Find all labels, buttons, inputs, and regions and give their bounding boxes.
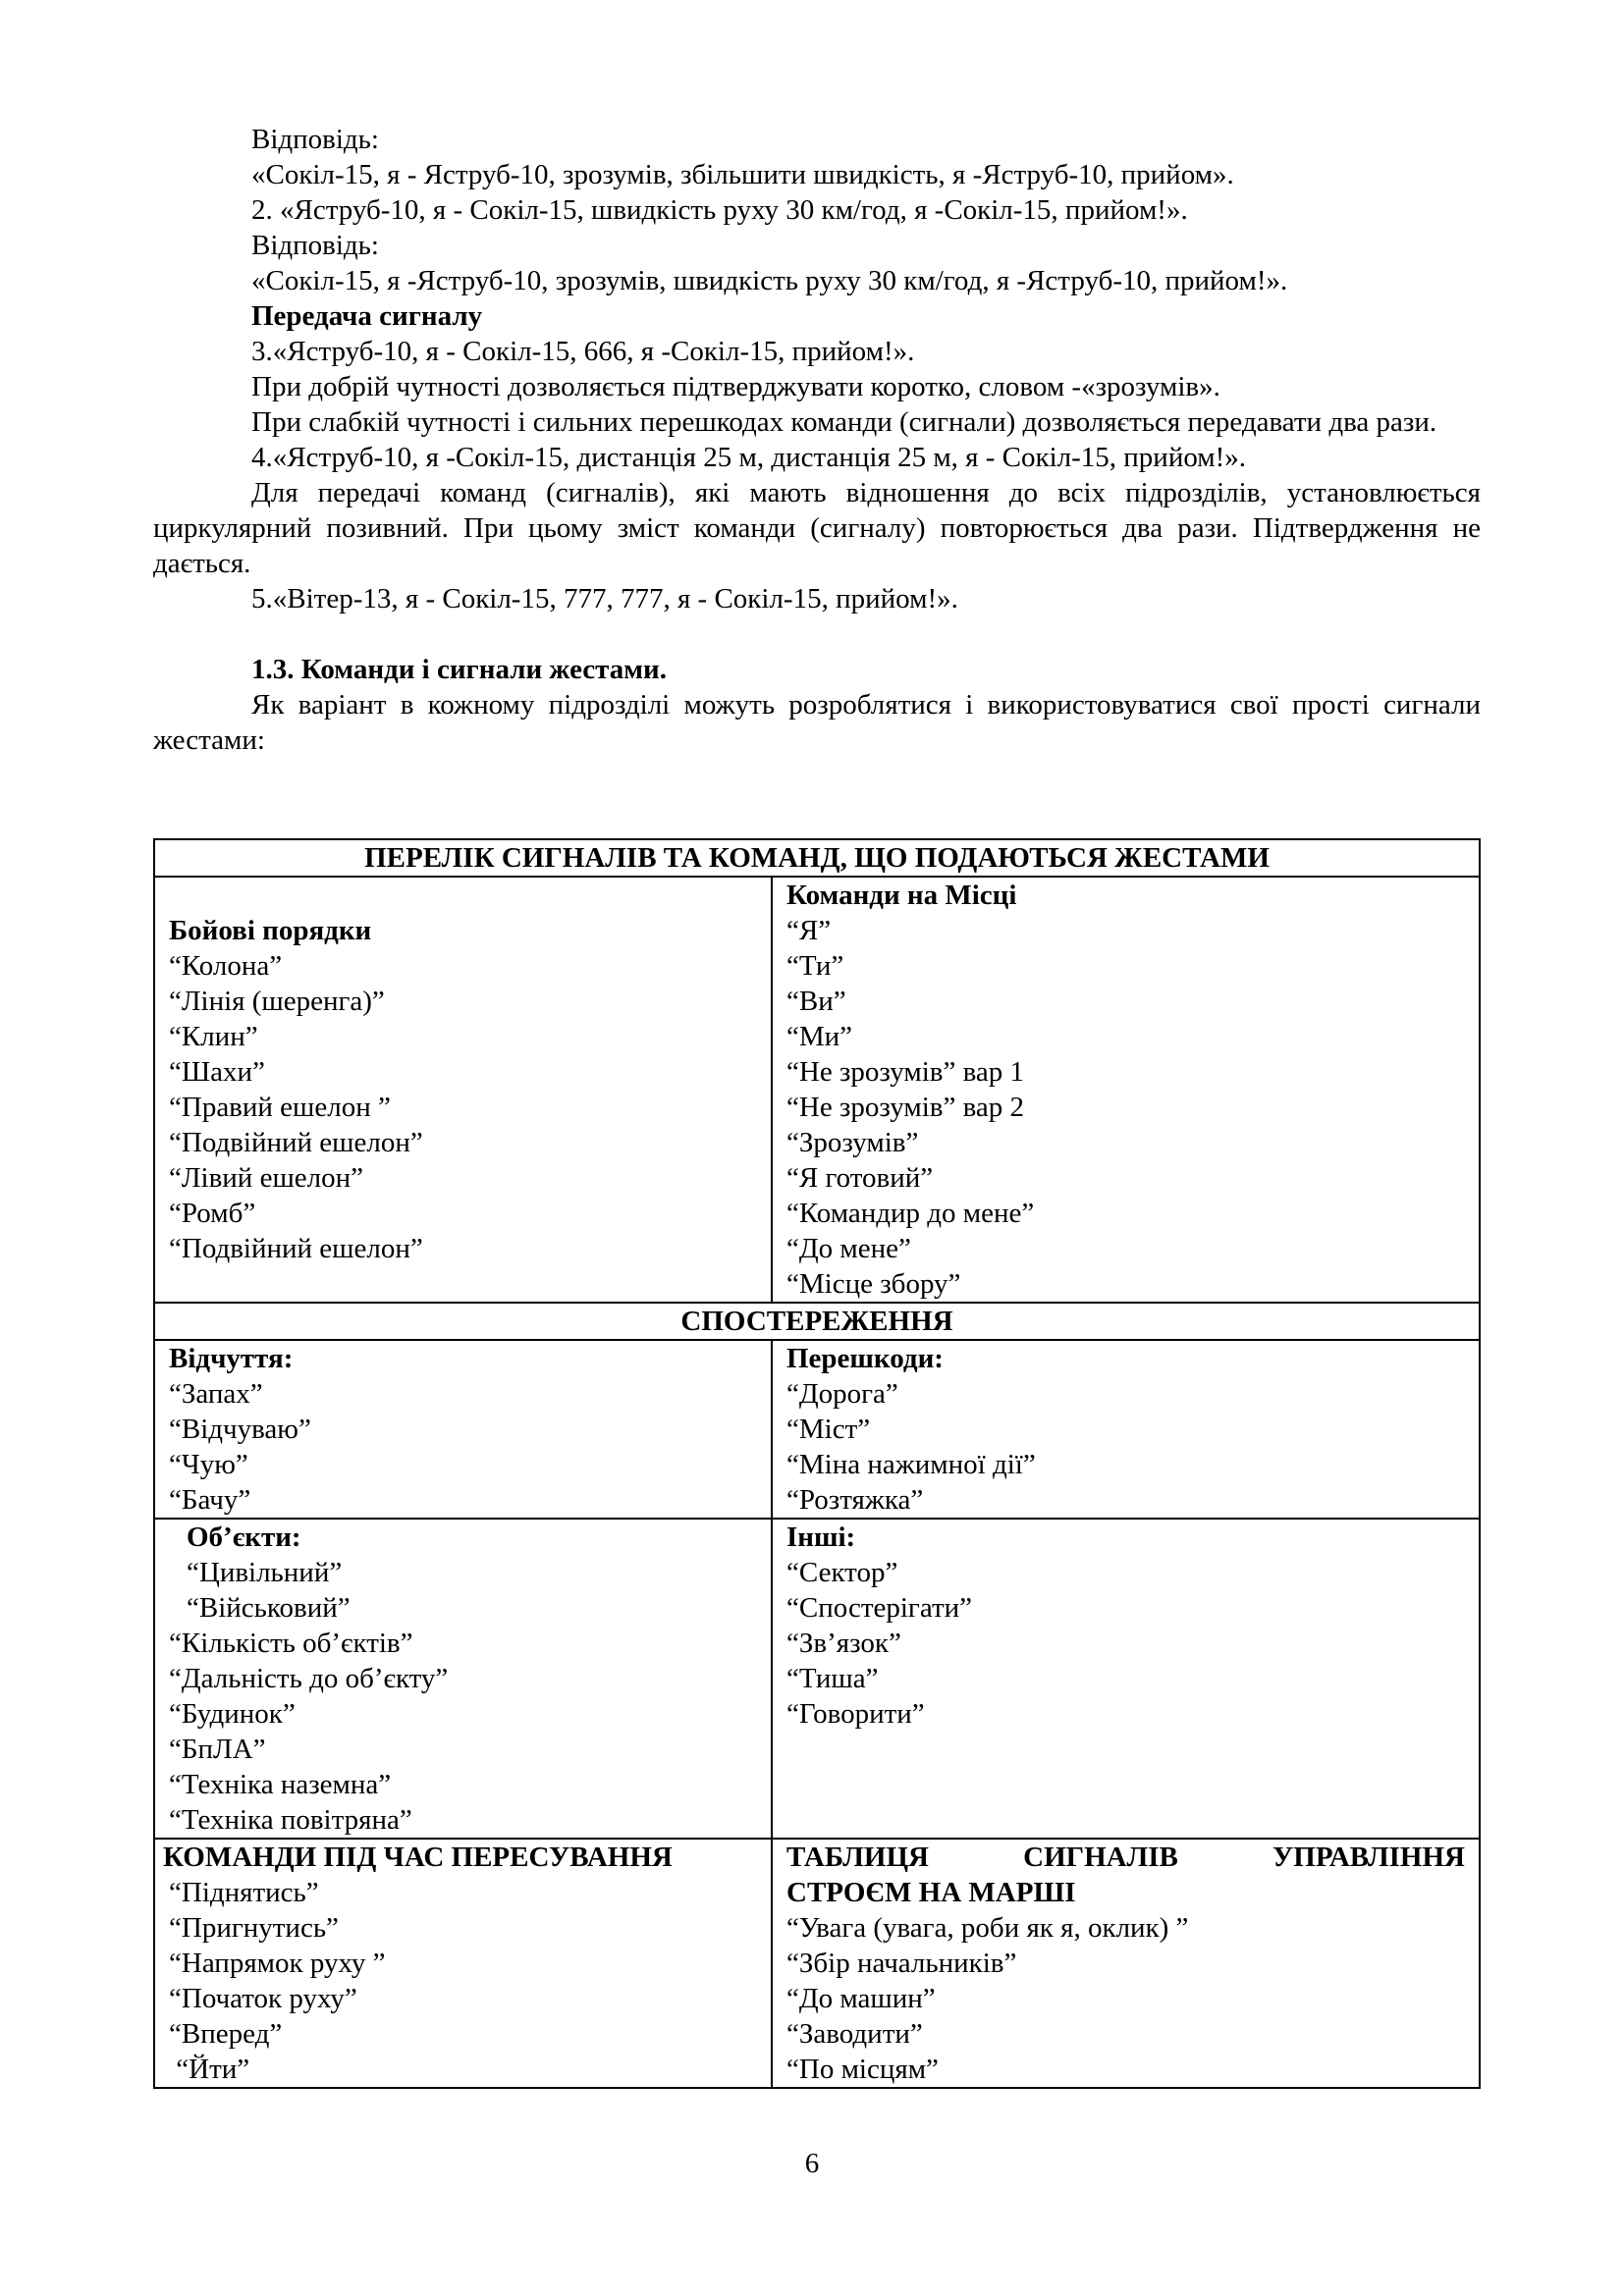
list-item: “Розтяжка” [786,1484,924,1516]
march-heading-word: СИГНАЛІВ [1023,1842,1178,1873]
place-heading: Команди на Місці [786,880,1017,911]
list-item: “Бачу” [169,1484,251,1516]
list-item: “Увага (увага, роби як я, оклик) ” [786,1912,1189,1944]
paragraph: При слабкій чутності і сильних перешкодах команди (сигнали) дозволяється передавати два рази. [251,406,1437,438]
list-item: “Міна нажимної дії” [786,1449,1036,1480]
senses-heading: Відчуття: [169,1343,294,1374]
list-item: “Клин” [169,1021,258,1052]
list-item: “Зв’язок” [786,1628,901,1659]
march-heading [786,1840,1465,1875]
list-item: “Техніка наземна” [169,1769,392,1800]
list-item: “Сектор” [786,1557,898,1588]
list-item: “Запах” [169,1378,263,1410]
list-item: “Початок руху” [169,1983,357,2014]
list-item: “Відчуваю” [169,1414,311,1445]
paragraph: Як варіант в кожному підрозділі можуть розроблятися і використовуватися свої прості сигнали жестами: [153,689,1481,756]
paragraph: Відповідь: [251,124,379,155]
list-item: “Заводити” [786,2018,923,2050]
list-item: “До машин” [786,1983,936,2014]
list-item: “Говорити” [786,1698,925,1730]
list-item: “Командир до мене” [786,1198,1035,1229]
list-item: “Техніка повітряна” [169,1804,412,1836]
list-item: “Піднятись” [169,1877,319,1908]
march-heading-line2: СТРОЄМ НА МАРШІ [786,1877,1076,1908]
movement-heading: КОМАНДИ ПІД ЧАС ПЕРЕСУВАННЯ [163,1842,673,1873]
subheading: Передача сигналу [251,300,483,332]
list-item: “Цивільний” [187,1557,343,1588]
list-item: “Дорога” [786,1378,898,1410]
list-item: “Напрямок руху ” [169,1948,386,1979]
list-item: “До мене” [786,1233,911,1264]
observation-title: СПОСТЕРЕЖЕННЯ [154,1303,1480,1340]
paragraph: 4.«Яструб-10, я -Сокіл-15, дистанція 25 м, дистанція 25 м, я - Сокіл-15, прийом!». [251,442,1247,473]
list-item: “Спостерігати” [786,1592,973,1624]
list-item: “БпЛА” [169,1734,266,1765]
list-item: “Збір начальників” [786,1948,1017,1979]
list-item: “По місцям” [786,2054,939,2085]
list-item: “Шахи” [169,1056,265,1088]
list-item: “Кількість об’єктів” [169,1628,413,1659]
list-item: “Місце збору” [786,1268,961,1300]
list-item: “Міст” [786,1414,871,1445]
paragraph: При добрій чутності дозволяється підтверджувати коротко, словом -«зрозумів». [251,371,1220,402]
list-item: “Подвійний ешелон” [169,1127,423,1158]
paragraph: «Сокіл-15, я -Яструб-10, зрозумів, швидкість руху 30 км/год, я -Яструб-10, прийом!». [251,265,1288,296]
list-item: “Ромб” [169,1198,256,1229]
document-body [153,122,1481,758]
list-item: “Лінія (шеренга)” [169,986,385,1017]
list-item: “Подвійний ешелон” [169,1233,423,1264]
other-heading: Інші: [786,1522,856,1553]
list-item: “Ви” [786,986,846,1017]
paragraph: 3.«Яструб-10, я - Сокіл-15, 666, я -Сокіл-15, прийом!». [251,336,915,367]
paragraph: 2. «Яструб-10, я - Сокіл-15, швидкість руху 30 км/год, я -Сокіл-15, прийом!». [251,194,1188,226]
list-item: “Зрозумів” [786,1127,919,1158]
march-heading-word: ТАБЛИЦЯ [786,1842,929,1873]
paragraph: «Сокіл-15, я - Яструб-10, зрозумів, збільшити швидкість, я -Яструб-10, прийом». [251,159,1234,190]
page-number: 6 [804,2148,820,2179]
list-item: “Йти” [169,2054,250,2085]
other-cell [772,1519,1480,1839]
signals-table [153,838,1481,2089]
senses-cell [154,1340,772,1519]
table-title: ПЕРЕЛІК СИГНАЛІВ ТА КОМАНД, ЩО ПОДАЮТЬСЯ ЖЕСТАМИ [154,839,1480,877]
formations-heading: Бойові порядки [169,915,372,946]
obstacles-cell [772,1340,1480,1519]
list-item: “Ми” [786,1021,853,1052]
section-heading: 1.3. Команди і сигнали жестами. [251,654,667,685]
objects-heading: Об’єкти: [187,1522,301,1553]
list-item: “Військовий” [187,1592,351,1624]
list-item: “Правий ешелон ” [169,1092,391,1123]
obstacles-heading: Перешкоди: [786,1343,944,1374]
march-heading-word: УПРАВЛІННЯ [1272,1842,1465,1873]
list-item: “Колона” [169,950,283,982]
list-item: “Тиша” [786,1663,879,1694]
place-commands-cell [772,877,1480,1303]
objects-cell [154,1519,772,1839]
list-item: “Вперед” [169,2018,283,2050]
paragraph: Відповідь: [251,230,379,261]
movement-cell [154,1839,772,2088]
list-item: “Не зрозумів” вар 1 [786,1056,1025,1088]
list-item: “Дальність до об’єкту” [169,1663,449,1694]
march-cell [772,1839,1480,2088]
paragraph: 5.«Вітер-13, я - Сокіл-15, 777, 777, я - Сокіл-15, прийом!». [251,583,958,614]
list-item: “Пригнутись” [169,1912,339,1944]
list-item: “Лівий ешелон” [169,1162,364,1194]
list-item: “Будинок” [169,1698,296,1730]
list-item: “Не зрозумів” вар 2 [786,1092,1025,1123]
list-item: “Ти” [786,950,844,982]
list-item: “Чую” [169,1449,248,1480]
paragraph: Для передачі команд (сигналів), які мають відношення до всіх підрозділів, установлюється циркулярний позивний. При цьому зміст команди (сигналу) повторюється два рази. Підтвердження не дається. [153,477,1481,579]
list-item: “Я” [786,915,832,946]
formations-cell [154,877,772,1303]
list-item: “Я готовий” [786,1162,934,1194]
